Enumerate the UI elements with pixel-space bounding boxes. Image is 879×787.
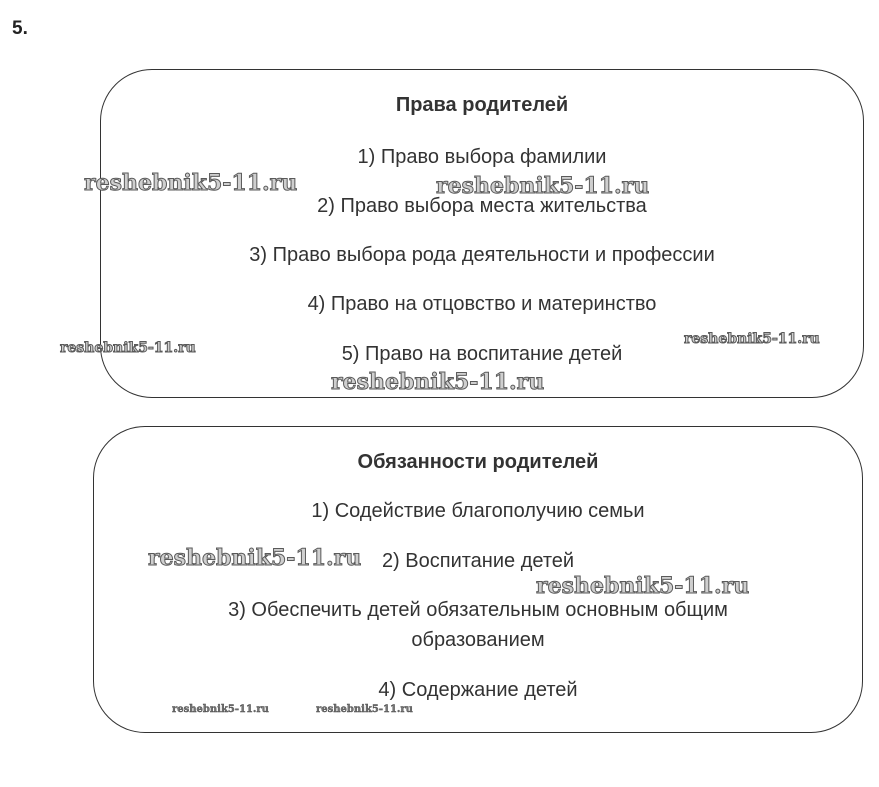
watermark: reshebnik5-11.ru — [436, 173, 650, 199]
watermark: reshebnik5-11.ru — [84, 170, 298, 196]
rights-title: Права родителей — [395, 94, 569, 116]
watermark: reshebnik5-11.ru — [316, 704, 413, 715]
duties-item-1: 1) Содействие благополучию семьи — [311, 500, 645, 522]
watermark: reshebnik5-11.ru — [60, 340, 196, 356]
rights-item-1: 1) Право выбора фамилии — [357, 146, 607, 168]
watermark: reshebnik5-11.ru — [684, 331, 820, 347]
duties-item-4: 4) Содержание детей — [378, 679, 578, 701]
duties-item-2: 2) Воспитание детей — [381, 550, 575, 572]
task-number: 5. — [12, 18, 28, 39]
duties-title: Обязанности родителей — [357, 451, 599, 473]
rights-item-3: 3) Право выбора рода деятельности и профессии — [249, 244, 715, 266]
watermark: reshebnik5-11.ru — [172, 704, 269, 715]
rights-item-2: 2) Право выбора места жительства — [317, 195, 647, 217]
watermark: reshebnik5-11.ru — [536, 573, 750, 599]
rights-item-5: 5) Право на воспитание детей — [341, 343, 623, 365]
watermark: reshebnik5-11.ru — [331, 369, 545, 395]
rights-item-4: 4) Право на отцовство и материнство — [307, 293, 657, 315]
duties-item-3: 3) Обеспечить детей обязательным основным общим — [228, 599, 728, 621]
watermark: reshebnik5-11.ru — [148, 545, 362, 571]
duties-item-3-cont: образованием — [411, 629, 545, 651]
rights-box — [100, 69, 864, 398]
